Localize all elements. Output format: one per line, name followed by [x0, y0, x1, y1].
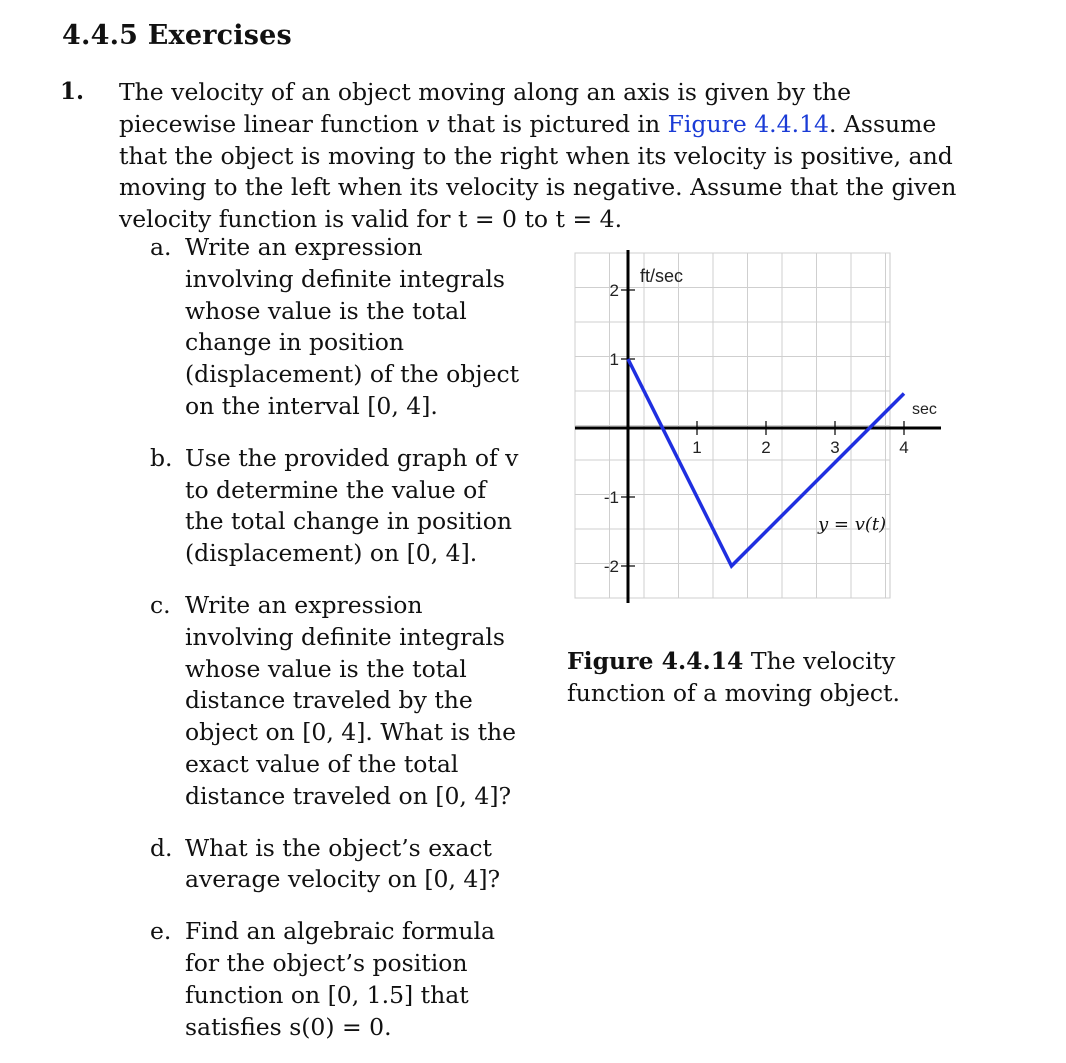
exercise-intro: [119, 77, 969, 236]
part-label: e.: [150, 917, 172, 946]
part-text: Write an expression involving definite integrals whose value is the total change in position (displacement) of the object on the interval [0, 4].: [185, 233, 520, 420]
intro-text-3: . Assume that the object is moving to the right when its velocity is positive, and moving to the left when its velocity is negative. Assume that the given velocity function is valid for: [119, 109, 957, 234]
x-tick-label: 4: [899, 438, 909, 457]
caption-text: The velocity function of a moving object.: [567, 647, 900, 707]
x-tick-label: 3: [830, 438, 840, 457]
part-label: a.: [150, 233, 172, 261]
figure-link[interactable]: Figure 4.4.14: [667, 109, 829, 138]
x-axis-label: sec: [912, 401, 937, 418]
curve-label: y = v(t): [818, 514, 887, 535]
part-text: What is the object’s exact average velocity on [0, 4]?: [185, 833, 501, 894]
y-tick-label: -2: [603, 557, 619, 576]
part-e: [150, 916, 530, 1043]
part-text: Find an algebraic formula for the object’s position function on [0, 1.5] that satisfies s(0) = 0.: [185, 917, 496, 1041]
part-label: c.: [150, 590, 171, 619]
part-label: d.: [150, 833, 173, 862]
x-tick-label: 2: [761, 438, 771, 457]
figure-caption: [567, 646, 987, 709]
x-tick-label: 1: [692, 438, 702, 457]
intro-text-1: The velocity of an object moving along an axis is given by the piecewise linear function: [119, 78, 852, 138]
intro-range: t = 0 to t = 4.: [457, 205, 623, 234]
exercise-parts: [150, 232, 530, 1063]
section-title: 4.4.5 Exercises: [62, 20, 292, 51]
y-tick-label: -1: [603, 488, 619, 507]
exercise-number: 1.: [60, 78, 85, 105]
velocity-chart: [575, 248, 945, 608]
caption-label: Figure 4.4.14: [567, 647, 744, 675]
y-axis-label: ft/sec: [640, 266, 684, 286]
intro-variable: v: [426, 109, 440, 138]
intro-text-2: that is pictured in: [439, 109, 668, 138]
part-b: [150, 443, 530, 570]
part-c: [150, 590, 530, 813]
part-text: Write an expression involving definite integrals whose value is the total distance traveled by the object on [0, 4]. What is the exact value of the total distance traveled on [0, 4]?: [185, 590, 517, 810]
part-d: [150, 833, 530, 897]
part-a: [150, 232, 530, 423]
y-tick-label: 1: [609, 350, 619, 369]
y-tick-label: 2: [609, 281, 619, 300]
part-label: b.: [150, 443, 173, 472]
velocity-figure: [575, 248, 945, 608]
part-text: Use the provided graph of v to determine the value of the total change in position (displacement) on [0, 4].: [185, 443, 519, 568]
